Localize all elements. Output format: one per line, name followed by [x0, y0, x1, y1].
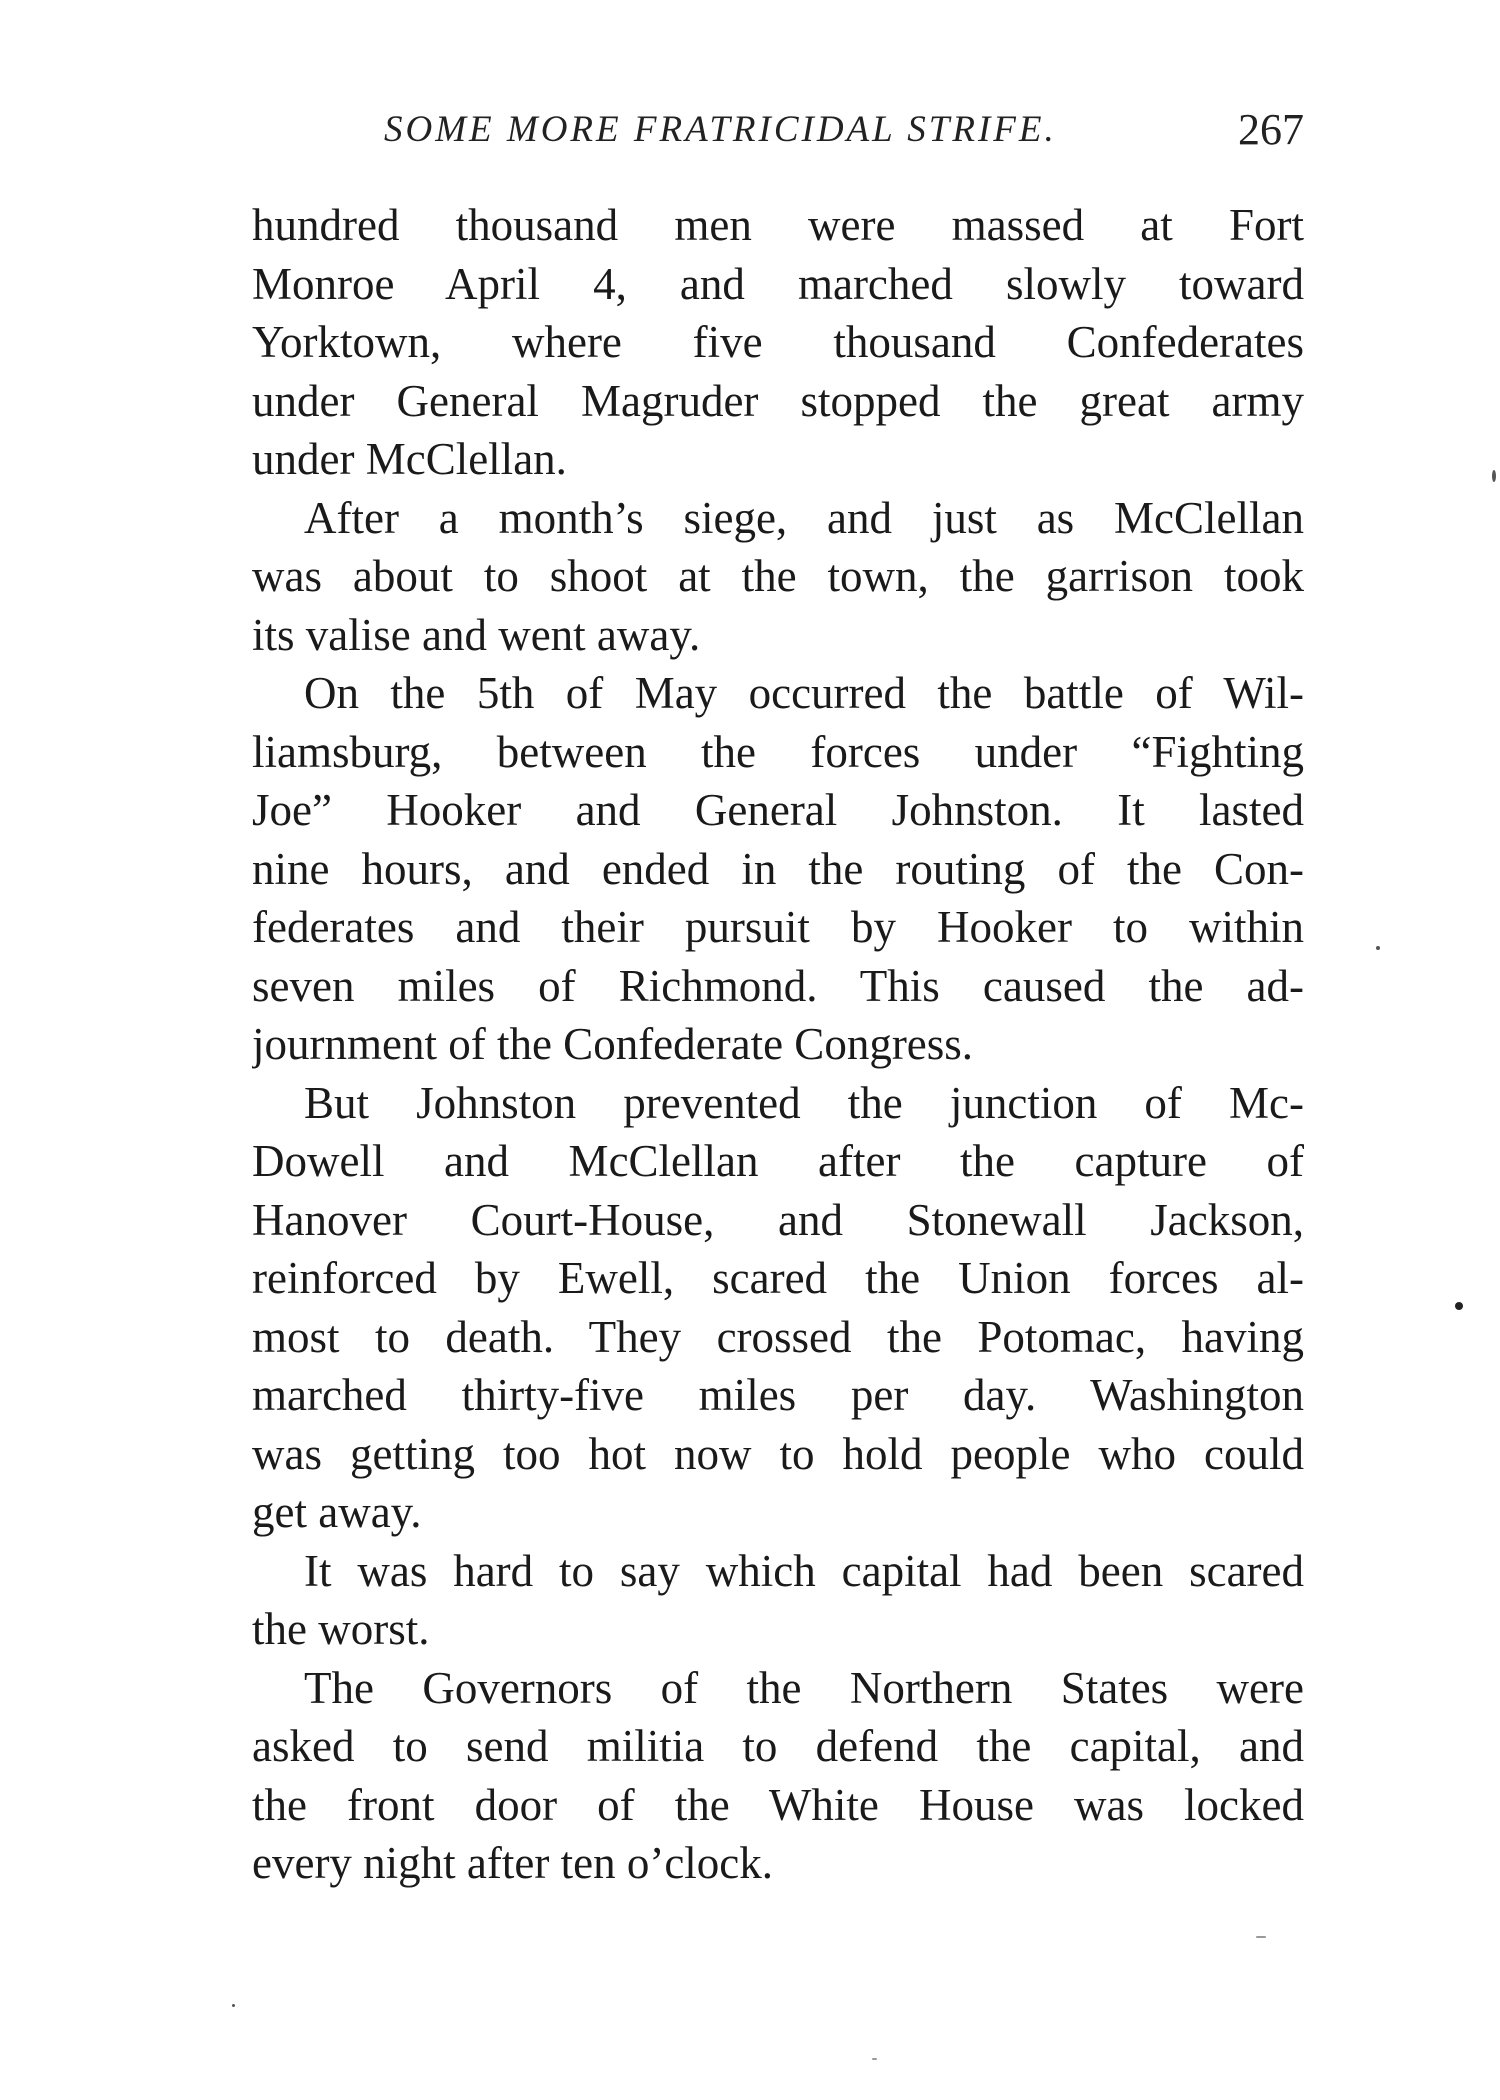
text-line: Yorktown, where five thousand Confederates: [252, 317, 1304, 367]
text-line: federates and their pursuit by Hooker to within: [252, 902, 1304, 952]
text-line: Monroe April 4, and marched slowly toward: [252, 258, 1304, 309]
body-text: [252, 196, 1304, 1893]
text-line: Hanover Court-House, and Stonewall Jackson,: [252, 1194, 1304, 1245]
text-line: reinforced by Ewell, scared the Union forces al-: [252, 1253, 1304, 1303]
running-head: [252, 105, 1304, 164]
text-line: most to death. They crossed the Potomac, having: [252, 1311, 1304, 1362]
text-line: was getting too hot now to hold people who could: [252, 1428, 1304, 1479]
text-line: It was hard to say which capital had been scared: [304, 1545, 1304, 1596]
text-line: every night after ten o’clock.: [252, 1838, 774, 1888]
text-line: under McClellan.: [252, 434, 567, 484]
text-line: The Governors of the Northern States were: [304, 1662, 1304, 1713]
scan-speck: [1455, 1302, 1463, 1310]
page-number: 267: [1238, 105, 1304, 154]
text-line: After a month’s siege, and just as McClellan: [304, 492, 1304, 543]
scan-speck: [1376, 946, 1380, 950]
text-line: journment of the Confederate Congress.: [252, 1019, 974, 1069]
text-line: liamsburg, between the forces under “Fighting: [252, 726, 1304, 777]
text-line: the worst.: [252, 1604, 430, 1654]
text-line: Joe” Hooker and General Johnston. It lasted: [252, 785, 1304, 835]
scan-speck: [872, 2058, 877, 2060]
text-line: asked to send militia to defend the capital, and: [252, 1721, 1304, 1771]
text-line: marched thirty-five miles per day. Washington: [252, 1370, 1304, 1420]
text-line: seven miles of Richmond. This caused the ad-: [252, 960, 1304, 1011]
text-line: On the 5th of May occurred the battle of Wil-: [304, 668, 1304, 718]
text-line: get away.: [252, 1487, 422, 1537]
text-line: hundred thousand men were massed at Fort: [252, 200, 1304, 250]
scan-speck: [1256, 1936, 1266, 1938]
text-line: under General Magruder stopped the great army: [252, 375, 1304, 426]
text-line: nine hours, and ended in the routing of the Con-: [252, 843, 1304, 894]
text-line: was about to shoot at the town, the garrison took: [252, 551, 1304, 601]
scan-speck: [232, 2004, 235, 2007]
scan-speck: [1492, 470, 1496, 482]
text-line: its valise and went away.: [252, 609, 701, 660]
text-line: the front door of the White House was locked: [252, 1779, 1304, 1830]
text-line: But Johnston prevented the junction of Mc-: [304, 1077, 1304, 1128]
text-line: Dowell and McClellan after the capture of: [252, 1136, 1304, 1186]
running-title: SOME MORE FRATRICIDAL STRIFE.: [384, 109, 1057, 150]
